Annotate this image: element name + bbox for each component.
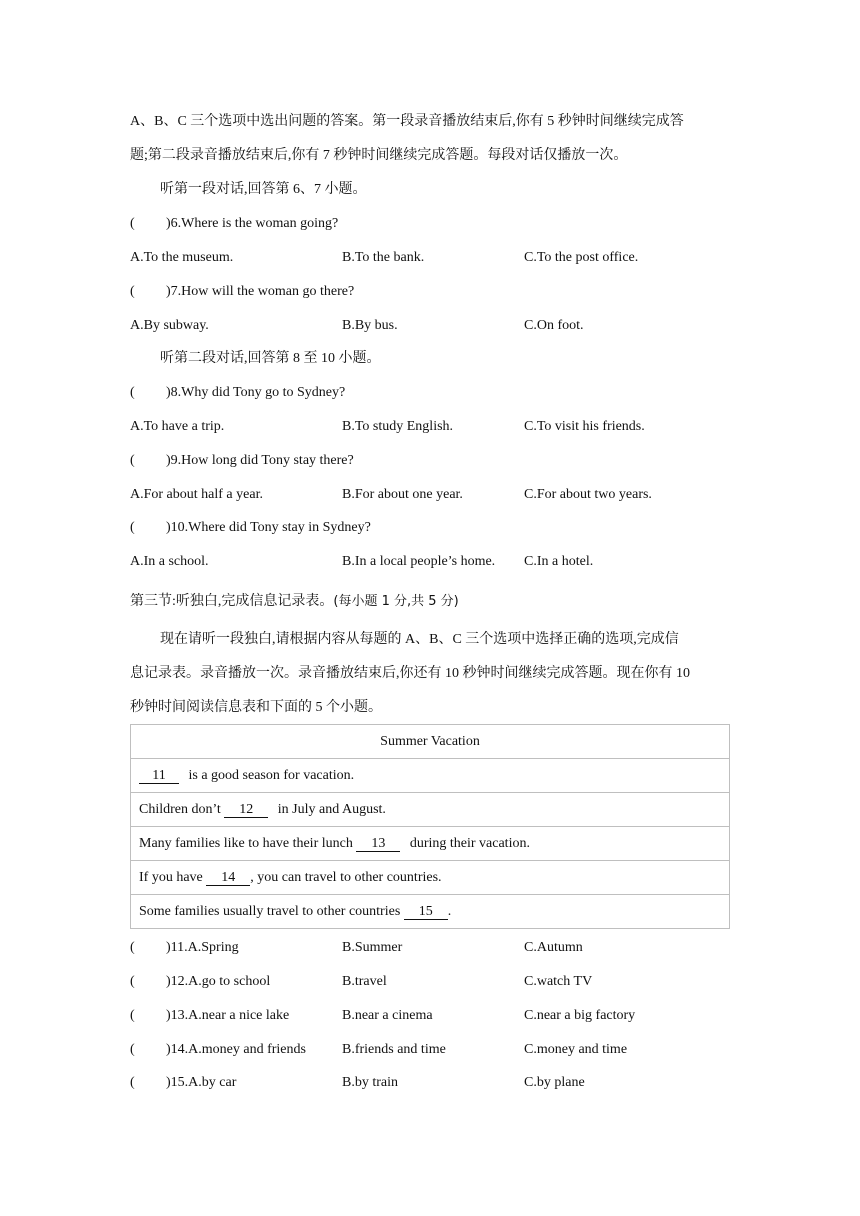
section-3-para-1: 现在请听一段独白,请根据内容从每题的 A、B、C 三个选项中选择正确的选项,完成信 bbox=[160, 632, 679, 647]
q13-option-b: B.near a cinema bbox=[342, 1008, 433, 1023]
question-11: ( )11.A.Spring bbox=[130, 940, 239, 955]
q6-option-a: A.To the museum. bbox=[130, 250, 234, 265]
question-13: ( )13.A.near a nice lake bbox=[130, 1008, 290, 1023]
q15-option-c: C.by plane bbox=[524, 1075, 585, 1090]
q11-option-b: B.Summer bbox=[342, 940, 403, 955]
answer-blank-12[interactable]: 12 bbox=[224, 802, 268, 818]
q10-option-c: C.In a hotel. bbox=[524, 554, 594, 569]
dialog-1-instruction: 听第一段对话,回答第 6、7 小题。 bbox=[160, 182, 367, 197]
table-row: 11 is a good season for vacation. bbox=[131, 759, 730, 793]
q6-option-c: C.To the post office. bbox=[524, 250, 639, 265]
q8-option-b: B.To study English. bbox=[342, 419, 454, 434]
section-3-para-2: 息记录表。录音播放一次。录音播放结束后,你还有 10 秒钟时间继续完成答题。现在你有 10 bbox=[130, 666, 690, 681]
q6-option-b: B.To the bank. bbox=[342, 250, 425, 265]
q7-option-a: A.By subway. bbox=[130, 318, 209, 333]
q14-option-b: B.friends and time bbox=[342, 1042, 446, 1057]
table-row: Many families like to have their lunch 13 during their vacation. bbox=[131, 827, 730, 861]
question-14: ( )14.A.money and friends bbox=[130, 1042, 306, 1057]
q12-option-c: C.watch TV bbox=[524, 974, 593, 989]
section-3-para-3: 秒钟时间阅读信息表和下面的 5 个小题。 bbox=[130, 700, 382, 715]
q12-option-b: B.travel bbox=[342, 974, 387, 989]
table-title: Summer Vacation bbox=[131, 725, 730, 759]
intro-line-1: A、B、C 三个选项中选出问题的答案。第一段录音播放结束后,你有 5 秒钟时间继续完成答 bbox=[130, 114, 684, 129]
q15-option-b: B.by train bbox=[342, 1075, 398, 1090]
answer-blank-14[interactable]: 14 bbox=[206, 870, 250, 886]
question-6: ( )6.Where is the woman going? bbox=[130, 216, 339, 231]
q9-option-a: A.For about half a year. bbox=[130, 487, 263, 502]
q13-option-c: C.near a big factory bbox=[524, 1008, 636, 1023]
question-7: ( )7.How will the woman go there? bbox=[130, 284, 355, 299]
answer-blank-13[interactable]: 13 bbox=[356, 836, 400, 852]
question-9: ( )9.How long did Tony stay there? bbox=[130, 453, 354, 468]
table-header-row bbox=[131, 725, 730, 759]
answer-blank-11[interactable]: 11 bbox=[139, 768, 179, 784]
q7-option-c: C.On foot. bbox=[524, 318, 584, 333]
table-row: If you have 14 , you can travel to other countries. bbox=[131, 861, 730, 895]
q7-option-b: B.By bus. bbox=[342, 318, 398, 333]
info-record-table bbox=[130, 724, 730, 929]
question-15: ( )15.A.by car bbox=[130, 1075, 237, 1090]
q9-option-b: B.For about one year. bbox=[342, 487, 463, 502]
question-10: ( )10.Where did Tony stay in Sydney? bbox=[130, 520, 371, 535]
q11-option-c: C.Autumn bbox=[524, 940, 583, 955]
q10-option-a: A.In a school. bbox=[130, 554, 209, 569]
table-row: Some families usually travel to other countries 15 . bbox=[131, 895, 730, 929]
question-8: ( )8.Why did Tony go to Sydney? bbox=[130, 385, 346, 400]
question-12: ( )12.A.go to school bbox=[130, 974, 271, 989]
table-row: Children don’t 12 in July and August. bbox=[131, 793, 730, 827]
intro-line-2: 题;第二段录音播放结束后,你有 7 秒钟时间继续完成答题。每段对话仅播放一次。 bbox=[130, 148, 628, 163]
q10-option-b: B.In a local people’s home. bbox=[342, 554, 496, 569]
dialog-2-instruction: 听第二段对话,回答第 8 至 10 小题。 bbox=[160, 351, 381, 366]
section-3-title: 第三节:听独白,完成信息记录表。(每小题 1 分,共 5 分) bbox=[130, 594, 459, 609]
q8-option-a: A.To have a trip. bbox=[130, 419, 225, 434]
q14-option-c: C.money and time bbox=[524, 1042, 628, 1057]
q9-option-c: C.For about two years. bbox=[524, 487, 652, 502]
answer-blank-15[interactable]: 15 bbox=[404, 904, 448, 920]
q8-option-c: C.To visit his friends. bbox=[524, 419, 645, 434]
